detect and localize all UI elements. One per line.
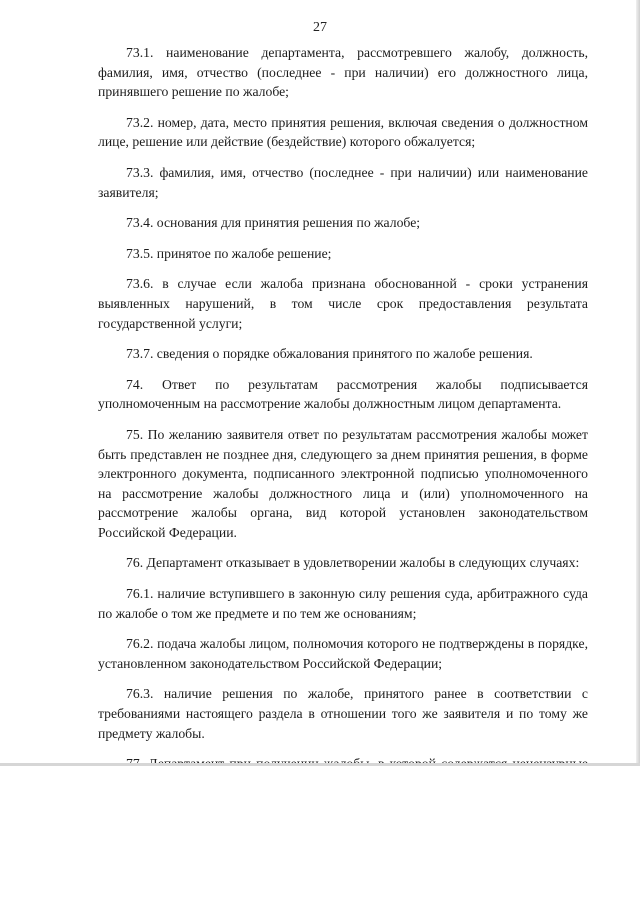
paragraph-76: 76. Департамент отказывает в удовлетворении жалобы в следующих случаях:	[126, 555, 580, 571]
paragraph-76-3: 76.3. наличие решения по жалобе, принятого ранее в соответствии с требованиями настоящего раздела в отношении того же заявителя и по тому же предмету жалобы.	[98, 686, 588, 741]
paragraph-75: 75. По желанию заявителя ответ по результатам рассмотрения жалобы может быть представлен не позднее дня, следующего за днем принятия решения, в форме электронного документа, подписанного электронной подписью уполномоченного на рассмотрение жалобы должностного лица и (или) уполномоченного на рассмотрение жалобы органа, вид которой установлен законодательством Российской Федерации.	[98, 426, 588, 540]
paragraph-76-1: 76.1. наличие вступившего в законную силу решения суда, арбитражного суда по жалобе о том же предмете и по тем же основаниям;	[98, 586, 588, 621]
paragraph-73-6: 73.6. в случае если жалоба признана обоснованной - сроки устранения выявленных нарушений, в том числе срок предоставления результата государственной услуги;	[98, 276, 588, 331]
page-number: 27	[313, 20, 327, 35]
document-body	[98, 43, 588, 833]
paragraph-73-1: 73.1. наименование департамента, рассмотревшего жалобу, должность, фамилия, имя, отчество (последнее - при наличии) его должностного лица, принявшего решение по жалобе;	[98, 45, 588, 100]
paragraph-73-2: 73.2. номер, дата, место принятия решения, включая сведения о должностном лице, решение или действие (бездействие) которого обжалуется;	[98, 114, 588, 150]
paragraph-73-5: 73.5. принятое по жалобе решение;	[126, 245, 332, 261]
paragraph-73-4: 73.4. основания для принятия решения по жалобе;	[126, 215, 421, 231]
paragraph-73-7: 73.7. сведения о порядке обжалования принятого по жалобе решения.	[126, 346, 533, 362]
scan-edge-right	[636, 0, 640, 765]
blank-area	[0, 766, 640, 905]
paragraph-76-2: 76.2. подача жалобы лицом, полномочия которого не подтверждены в порядке, установленном законодательством Российской Федерации;	[98, 636, 588, 671]
paragraph-73-3: 73.3. фамилия, имя, отчество (последнее - при наличии) или наименование заявителя;	[98, 164, 588, 200]
paragraph-74: 74. Ответ по результатам рассмотрения жалобы подписывается уполномоченным на рассмотрение жалобы должностным лицом департамента.	[98, 376, 588, 412]
